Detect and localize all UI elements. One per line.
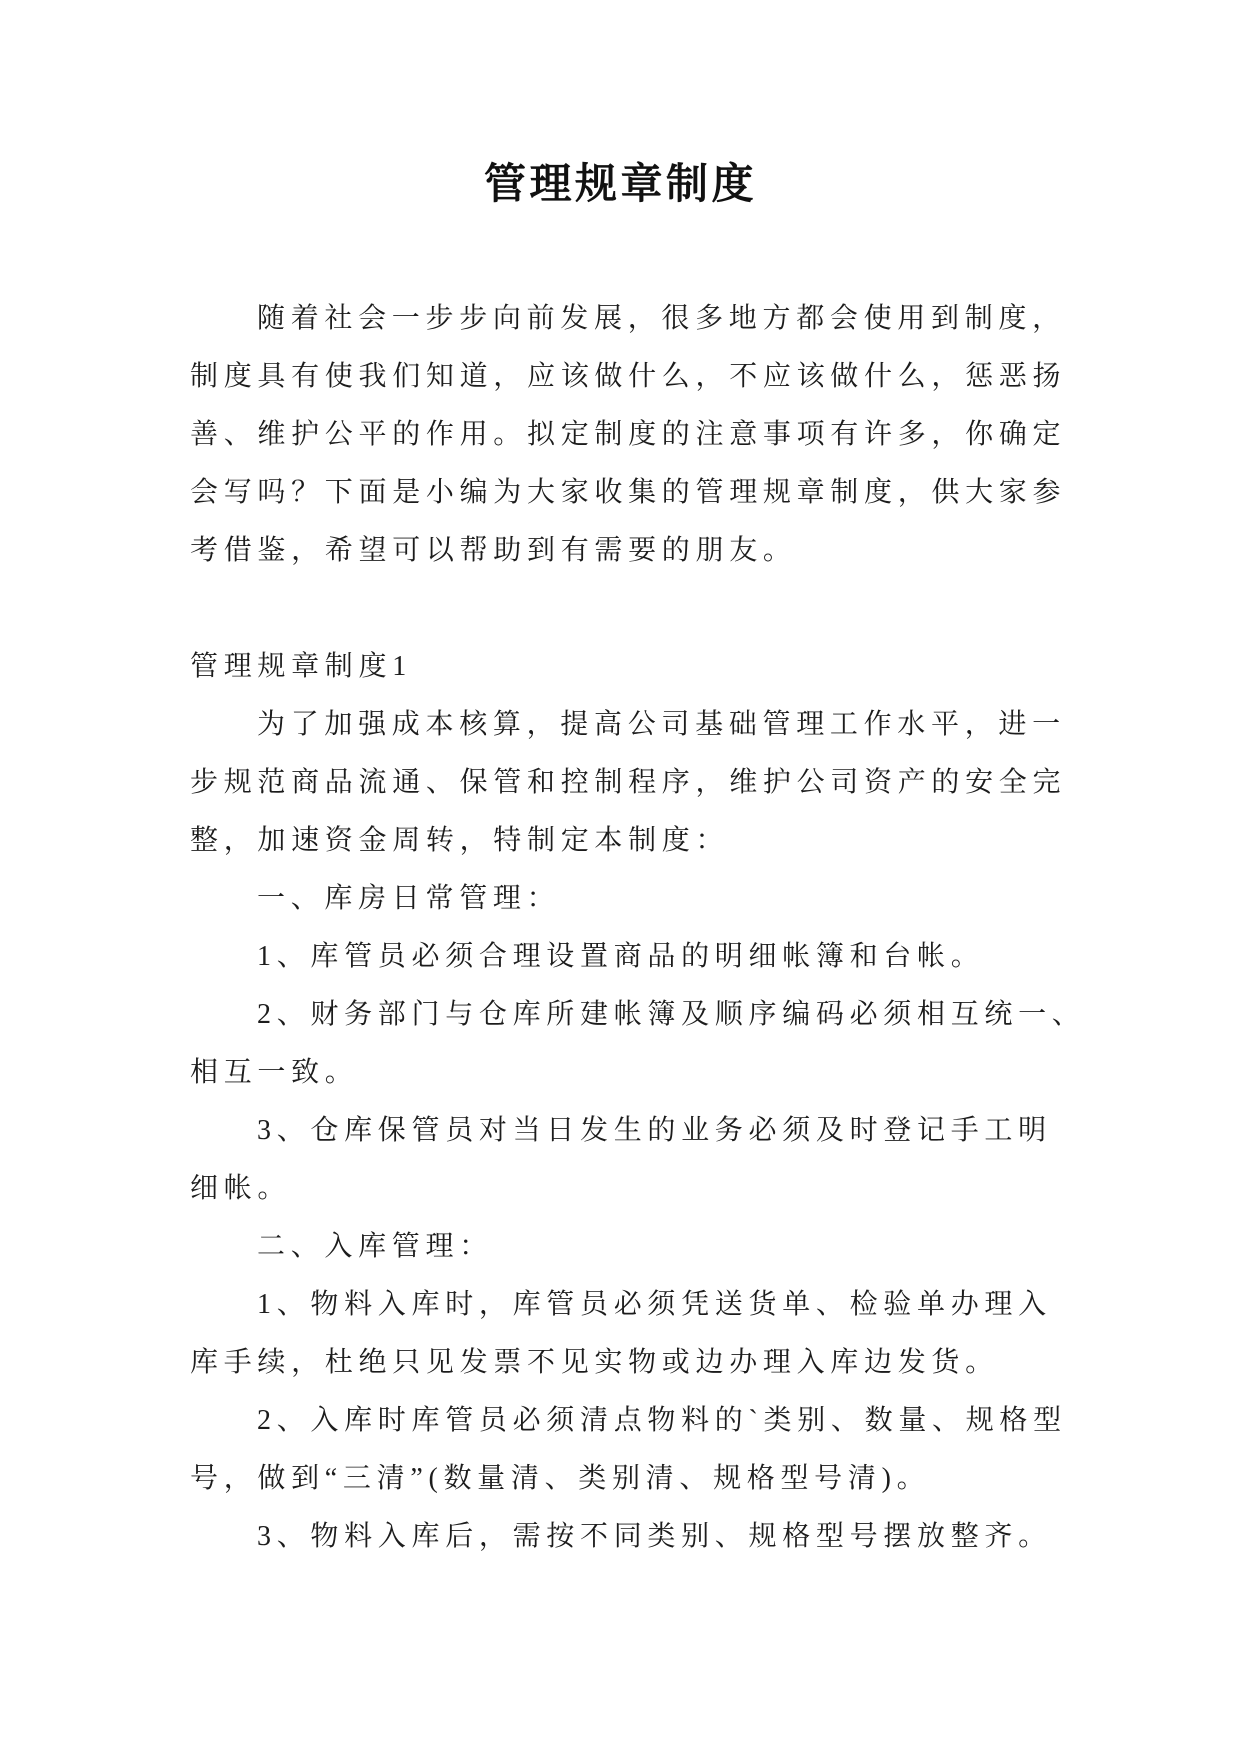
list-item [190,1276,1090,1392]
list-item [190,1392,1090,1508]
text-line: 制度具有使我们知道，应该做什么，不应该做什么，惩恶扬 [190,361,1067,392]
intro-paragraph [190,290,1090,580]
text-line: 3、物料入库后，需按不同类别、规格型号摆放整齐。 [257,1521,1052,1552]
text-line: 一、库房日常管理： [257,883,561,914]
subheading-inbound-management [190,1218,1090,1276]
text-line: 二、入库管理： [257,1231,493,1262]
section-heading [190,638,1090,696]
list-item [190,986,1090,1102]
text-line: 号，做到“三清”(数量清、类别清、规格型号清)。 [190,1463,931,1494]
text-line: 相互一致。 [190,1057,359,1088]
text-line: 3、仓库保管员对当日发生的业务必须及时登记手工明 [257,1115,1052,1146]
document-title: 管理规章制度 [483,162,757,208]
list-item [190,1102,1090,1218]
list-item [190,1508,1090,1566]
text-line: 整，加速资金周转，特制定本制度： [190,825,730,856]
text-line: 会写吗？下面是小编为大家收集的管理规章制度，供大家参 [190,477,1067,508]
text-line: 考借鉴，希望可以帮助到有需要的朋友。 [190,535,797,566]
text-line: 2、入库时库管员必须清点物料的`类别、数量、规格型 [257,1405,1067,1436]
text-line: 随着社会一步步向前发展，很多地方都会使用到制度， [257,303,1066,334]
text-line: 2、财务部门与仓库所建帐簿及顺序编码必须相互统一、 [257,999,1086,1030]
text-line: 步规范商品流通、保管和控制程序，维护公司资产的安全完 [190,767,1067,798]
subheading-warehouse-daily-management [190,870,1090,928]
text-line: 库手续，杜绝只见发票不见实物或边办理入库边发货。 [190,1347,999,1378]
text-line: 1、库管员必须合理设置商品的明细帐簿和台帐。 [257,941,985,972]
list-item [190,928,1090,986]
text-line: 为了加强成本核算，提高公司基础管理工作水平，进一 [257,709,1066,740]
text-line: 善、维护公平的作用。拟定制度的注意事项有许多，你确定 [190,419,1067,450]
section-heading-text: 管理规章制度1 [190,651,412,682]
text-line: 细帐。 [190,1173,292,1204]
document-body [190,290,1090,1566]
text-line: 1、物料入库时，库管员必须凭送货单、检验单办理入 [257,1289,1052,1320]
paragraph [190,696,1090,870]
